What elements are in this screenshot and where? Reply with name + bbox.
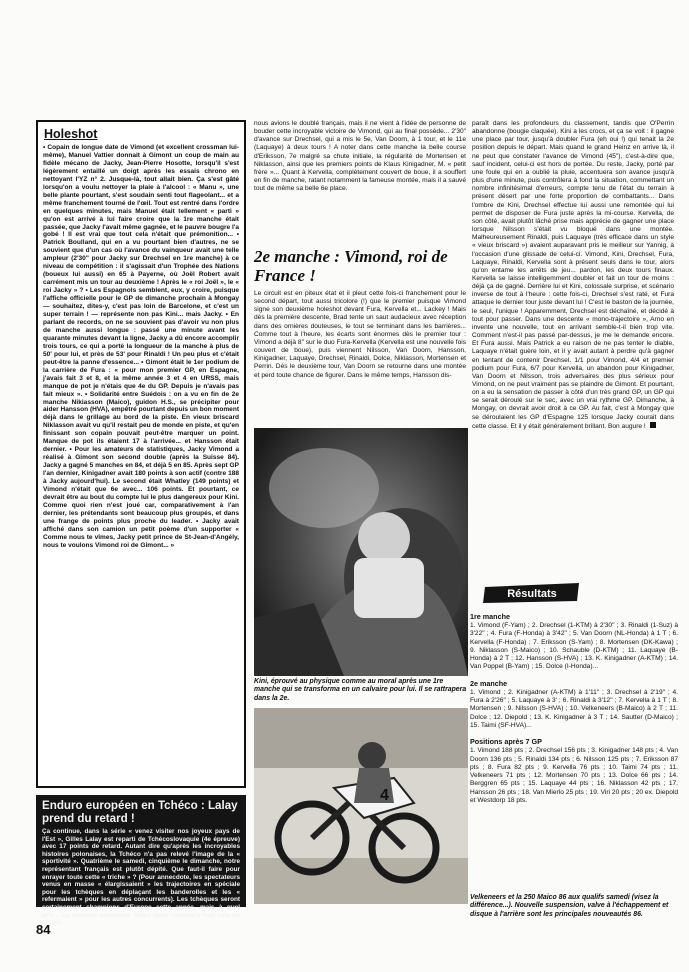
- holeshot-text: • Copain de longue date de Vimond (et excellent crossman lui-même), Manuel Vattier donnait à Gimont un coup de main au fidèle mécano de Jacky, Jean-Pierre Hosotte, lorsqu'il s'est légèrement entaillé un doigt après les essais chrono en nettoyant l'YZ n° 2. Jusque-là, tout allait bien. Ça s'est gâté lorsqu'on a voulu nettoyer la plaie à l'alcool : « Manu », une belle plante pourtant, s'est soudain senti tout flageolant... et a même franchement tourné de l'œil. Tout est rentré dans l'ordre en quelques minutes, mais Manuel était tellement « parti » qu'on est arrivé à lui faire croire que la 1re manche était passée, que Jacky l'avait même gagnée, et le pauvre bougre l'a gobé ! Il est vrai que tout cela n'était que prémonition... • Patrick Boulland, qui en a vu pourtant bien d'autres, ne se souvient que d'un cas où l'avance du vainqueur avait une telle ampleur (2'30" pour Jacky sur Drechsel en 1re manche) à ce niveau de compétition : il s'agissait d'un Trophée des Nations (boueux lui aussi) en 65 à Payerne, où Joël Robert avait carrément mis un tour au deuxième ! Après le « roi Joël », le « roi Jacky » ? • Les Espagnols semblent, eux, y croire, puisque l'affiche officielle pour le GP de dimanche prochain à Mongay — souhaitez, dites-y, c'est pas loin de Barcelone, et c'est un super terrain ! — représente non pas Kini... mais Jacky. • En parlant de records, on ne se souvient pas d'avoir vu non plus de manche aussi longue : passé une minute avant les quarante minutes devant la ligne, Jacky a dû encore accomplir trois tours, ce qui a porté la longueur de la manche à plus de 50' pour lui, et près de 53' pour Rinaldi ! Un peu plus et c'était peut-être la panne d'essence... • Gimont était le 1er podium de la carrière de Fura : « pour mon premier GP, en Espagne, j'avais fait 3 et 8, et la même année 3 et 4 en URSS, mais manque de pot je n'étais que 4e du GP. Depuis je n'avais pas fait mieux ». • Solidarité entre Suédois : on a vu en fin de 2e manche Nikiasson (Maico), guidon H.S., se précipiter pour aider Hansson (HVA), empêtré pourtant depuis un bon moment déjà dans le grillage au bord de la piste. En vieux briscard Niklasson avait vu qu'il restait peu de monde en piste, et qu'en finissant son copain pouvait peut-être marquer un point. Manque de pot ils étaient 17 à l'arrivée... et Hansson était dernier. • Pour les amateurs de statistiques, Jacky Vimond a réalisé à Gimont son second double (après la Suisse 84). Jacky a gagné 5 manches en 84, et déjà 5 en 85. Après sept GP l'an dernier, Kinigadner avait 180 points à son actif (contre 188 à Jacky aujourd'hui). Le second était Whatley (149 points) et Vimond n'était que 6e avec... 106 points. Et pourtant, ce devrait être au bout du compte lui le plus dangereux pour Kini. Comme quoi rien n'est joué car, comparativement à l'an dernier, les prétendants sont beaucoup plus groupés, et dans une frange de points plus proche du leader. • Jacky avait affiché dans son camion un petit poème d'un supporter « Comme nous te vîmes, Jacky petit prince de St-Jean-d'Angély, nous te voulons Vimond roi de Gimont... »: [43, 144, 239, 549]
- results-manche2-title: 2e manche: [470, 678, 508, 688]
- photo-rider-mud-image: [254, 428, 468, 676]
- page-number: 84: [36, 922, 51, 937]
- photo-motocross-jump: [254, 708, 468, 904]
- results-standings-title: Positions après 7 GP: [470, 737, 542, 747]
- results-banner: [483, 583, 581, 603]
- article-body-manche2: Le circuit est en piteux état et il pleut cette fois-ci franchement pour le second départ, tout aussi tricolore (!) que le premier puisque Vimond signe son deuxième holeshot devant Fura, Kervella et... Lackey ! Mais dès la première descente, Brad tente un saut audacieux avec réception dans des ornières douteuses, le tout se terminant dans les barrières... Comme tout à l'heure, les écarts sont énormes dès le premier tour : Vimond a déjà 8" sur le duo Fura-Kervella (Kervella est une nouvelle fois couvert de boue), puis viennent Nilsson, Van Doorn, Hansson, Kinigadner, Laquaye, Drechsel, Rinaldi, Dolce, Niklasson, Mortensen et Perrin. Dès le deuxième tour, Van Doorn se retourne dans une montée et perd toute chance de figurer. Dans le même temps, Hansson dis-: [254, 290, 466, 379]
- article-continuation: nous avions le doublé français, mais il ne vient à l'idée de personne de bouder cette incroyable victoire de Vimond, qui au final possède... 2'30" d'avance sur Drechsel, qui a mis le 5e, Van Doorn, à 1 tour, et le 11e (Laquaye) à deux tours ! A noter dans cette manche la belle course d'Eriksson, 7e malgré sa chute initiale, la régularité de Mortensen et Niklasson, ainsi que les premiers points de Klaus Kinigadner, M. « petit frère »... Quant à Kervella, complètement couvert de boue, il a souffert en fin de manche, ratant notamment la fameuse montée, mais il a sauvé tout de même sa belle 6e place.: [254, 120, 466, 193]
- article-body-continued-text: paraît dans les profondeurs du classement, tandis que O'Perrin abandonne (bougie claquée). Kini a les crocs, et ça se voit : il gagne une place par tour, jusqu'à doubler Fura (eh oui !) qui tenait la 2e position depuis le départ. Mais quand le grand Heinz en arrive là, il ne peut que constater l'avance de Vimond (45"), c'est-à-dire que, sauf incident, celui-ci est hors de portée. Du reste, Jacky, porté par une foule qui en a oublié la pluie, accentuera son avance jusqu'à plus d'une minute, puis contrôlera à fond la situation, commettant un nombre infinitésimal d'erreurs, compte tenu de l'état du terrain à présent désert par une forte proportion de combattants... Dans l'ombre de Kini, Drechsel effectue lui aussi une remontée qui lui permet de disposer de Fura juste après la mi-course. Kervella, de son côté, avait plutôt lâché prise mais apprécie de gagner une place lorsque Nilsson s'était vu bloqué dans une montée. Malheureusement Rinaldi, puis Laquaye (très efficace dans un style « vieux briscard ») avaient auparavant pris le meilleur sur Yannig, à l'occasion d'une glissade de celui-ci. Vimond, Kini, Drechsel, Fura, Laquaye, Rinaldi, Kervella sont à présent seuls dans le tour, alors qu'on entame les arrêts de jeu... pardon, les deux tours finaux. Kervella se laisse intelligemment doubler et fait un tour de moins : déjà ça de gagné. Derrière lui et Kini, colossale surprise, et scénario inverse de tout à l'heure : cette fois-ci, Drechsel s'est raté, et Fura attaque le dernier tour juste devant lui ! C'est le baston de la journée, le seul, l'unique ! Apparemment, Drechsel est déchaîné, et décidé à tout pour passer. Dans une descente « mono-trajectoire », Arno en invente une nouvelle, tout en arrivant semble-t-il bien trop vite. Comment n'est-il pas passé par-dessus, je me le demande encore. Et Fura aussi. Mais Patrick a eu raison de ne pas tenter le diable, Laquaye n'était guère loin, et il y avait autant à perdre qu'à gagner en tentant de contenir Drechsel. 1/1 pour Vimond, 4/4 et premier podium pour Fura, 6/7 pour Kervella, un abandon pour Kinigadner, Van Doorn et Nilsson, trois adversaires des plus sérieux pour Vimond, on ne peut vraiment pas se plaindre de Gimont. Et pourtant, on a eu la sensation de passer à côté d'un très grand GP, un GP qui se serait déroulé sur le sec, avec un vrai rythme GP. Dimanche, à Mongay, on devrait avoir droit à ce GP. Au fait, c'est à Mongay que se déroulaient les GP d'Espagne 125 lorsque Jacky courait dans cette classe. Et il y était généralement brillant. Bon augure !: [472, 120, 674, 430]
- enduro-title: Enduro européen en Tchéco : Lalay prend du retard !: [42, 799, 238, 825]
- results-section: [470, 605, 678, 890]
- photo-rider-mud: [254, 428, 468, 676]
- holeshot-sidebar: [36, 120, 246, 788]
- photo-motocross-jump-image: [254, 708, 468, 904]
- photo-caption-velkeneers: Velkeneers et la 250 Maico 86 aux qualifs samedi (visez la différence...). Nouvelle suspension, valve à l'échappement et disque à l'arrière sont les principales nouveautés 86.: [470, 894, 669, 918]
- photo-caption-kini: Kini, éprouvé au physique comme au moral après une 1re manche qui se transforma en un calvaire pour lui. Il se rattrapera dans la 2e.: [254, 678, 467, 702]
- results-banner-shape: [483, 583, 581, 603]
- section-heading: 2e manche : Vimond, roi de France !: [254, 247, 448, 285]
- results-banner-label: Résultats: [507, 588, 557, 600]
- results-standings-text: 1. Vimond 188 pts ; 2. Drechsel 156 pts ; 3. Kinigadner 148 pts ; 4. Van Doorn 136 pts ; 5. Rinaldi 134 pts ; 6. Nilsson 125 pts ; 7. Eriksson 87 pts ; 8. Fura 82 pts ; 9. Kervella 76 pts ; 10. Taimi 74 pts ; 11. Velkeneers 71 pts ; 12. Mortensen 70 pts ; 13. Dolce 66 pts ; 14. Berggren 65 pts ; 15. Laquaye 44 pts ; 16. Niklasson 42 pts ; 17. Hansson 26 pts ; 18. Van Mierlo 25 pts ; 19. Viri 20 pts ; 20 ex. Diepold et Westdorp 18 pts.: [470, 747, 678, 805]
- svg-text:4: 4: [380, 787, 389, 804]
- enduro-text: Ça continue, dans la série « venez visiter nos joyeux pays de l'Est », Gilles Lalay est reparti de Tchécoslovaquie (4e épreuve) avec 17 points de retard. Autant dire qu'après les incroyables histoires polonaises, la Tchéco n'a pas relevé l'image de la « sportivité ». Quatrième le samedi, cinquième le dimanche, notre représentant français est plutôt dépité. Que faut-il faire pour enrayer toute cette « triche » ? (Pour annecdote, les spectateurs venus en masse « élargissaient » les trajectoires en spéciale pour les tchèques en déplaçant les banderolles et les « refermaient » pour les autres concurrents). Les tchèques seront certainement champions d'Europe cette année, mais à quel prix... La semaine prochaine Gilles nous racontera tout cela en détails...: [42, 828, 240, 927]
- article-body-continued: [472, 120, 674, 562]
- holeshot-title: Holeshot: [44, 127, 98, 141]
- enduro-box: [36, 795, 246, 927]
- end-of-article-square: [650, 422, 656, 428]
- results-manche1-text: 1. Vimond (F-Yam) ; 2. Drechsel (1-KTM) à 2'30" ; 3. Rinaldi (1-Suz) à 3'22" ; 4. Fura (F-Honda) à 3'42" ; 5. Van Doorn (NL-Honda) à 1 T ; 6. Kervella (F-Honda) ; 7. Eriksson (S-Yam) ; 8. Mortensen (DK-Kawa) ; 9. Niklasson (S-Maico) ; 10. Schauble (D-KTM) ; 11. Laquaye (B-Honda) à 2 T ; 12. Hansson (S-HVA) ; 13. K. Kinigadner (A-KTM) ; 14. Van Poppel (B-Yam) ; 15. Dolce (I-Honda)...: [470, 622, 678, 671]
- results-manche2-text: 1. Vimond ; 2. Kinigadner (A-KTM) à 1'11" ; 3. Drechsel à 2'19" ; 4. Fura à 2'26" ; 5. Laquaye à 3' ; 6. Rinaldi à 3'12" ; 7. Kervella à 1 T ; 8. Mortensen ; 9. Nilsson (S-HVA) ; 10. Velkeneers (B-Maico) à 2 T ; 11. Dolce ; 12. Diepold ; 13. K. Kinigadner à 3 T ; 14. Sautter (D-Maico) ; 15. Taimi (SF-HVA)...: [470, 688, 678, 729]
- results-manche1-title: 1re manche: [470, 612, 510, 621]
